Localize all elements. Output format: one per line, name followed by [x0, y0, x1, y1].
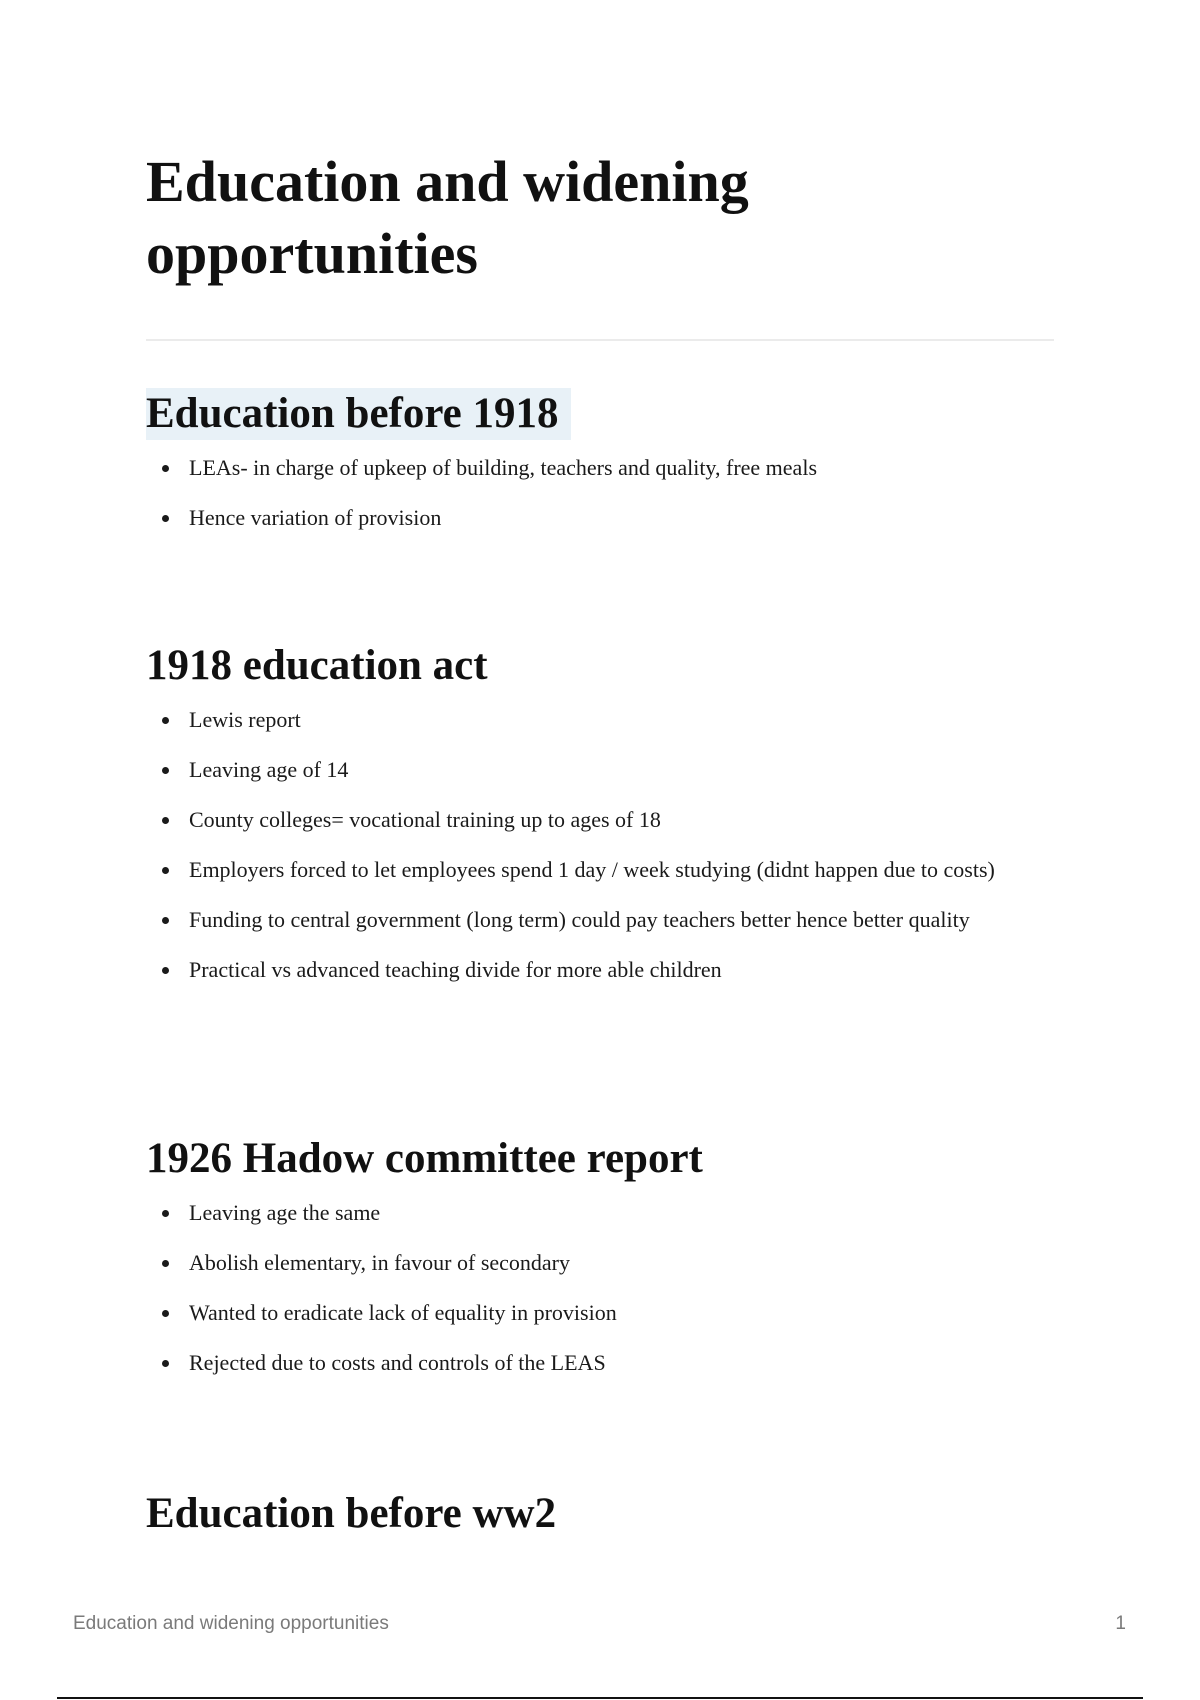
list-item-text: Employers forced to let employees spend 1 day / week studying (didnt happen due to costs) — [189, 857, 995, 882]
page-title: Education and widening opportunities — [146, 149, 749, 286]
list-item — [146, 450, 1066, 486]
list-item — [146, 752, 1066, 788]
bullet-list — [146, 702, 1066, 988]
bullet-icon — [162, 1360, 169, 1367]
list-item-text: Leaving age of 14 — [189, 757, 349, 782]
list-item — [146, 852, 1066, 888]
bullet-icon — [162, 767, 169, 774]
list-item — [146, 702, 1066, 738]
list-item — [146, 500, 1066, 536]
list-item-text: Wanted to eradicate lack of equality in provision — [189, 1300, 617, 1325]
section-1926-hadow-committee-report — [146, 1133, 1066, 1395]
list-item-text: County colleges= vocational training up to ages of 18 — [189, 807, 661, 832]
list-item — [146, 1295, 1066, 1331]
title-divider — [146, 339, 1054, 341]
list-item — [146, 952, 1066, 988]
section-1918-education-act — [146, 640, 1066, 1002]
bullet-icon — [162, 515, 169, 522]
bullet-icon — [162, 717, 169, 724]
list-item — [146, 1195, 1066, 1231]
section-heading: 1918 education act — [146, 642, 488, 689]
bullet-list — [146, 1195, 1066, 1381]
section-heading: Education before ww2 — [146, 1490, 557, 1537]
footer-title: Education and widening opportunities — [73, 1613, 389, 1634]
bullet-icon — [162, 1260, 169, 1267]
list-item-text: Lewis report — [189, 707, 301, 732]
list-item — [146, 802, 1066, 838]
list-item — [146, 1245, 1066, 1281]
footer-page-number: 1 — [1115, 1613, 1126, 1634]
bullet-icon — [162, 817, 169, 824]
list-item-text: Leaving age the same — [189, 1200, 381, 1225]
section-heading: 1926 Hadow committee report — [146, 1135, 703, 1182]
list-item-text: Hence variation of provision — [189, 505, 442, 530]
bullet-icon — [162, 867, 169, 874]
list-item-text: Rejected due to costs and controls of the LEAS — [189, 1350, 606, 1375]
list-item-text: Funding to central government (long term) could pay teachers better hence better quality — [189, 907, 970, 932]
bullet-icon — [162, 1210, 169, 1217]
list-item-text: LEAs- in charge of upkeep of building, teachers and quality, free meals — [189, 455, 817, 480]
bullet-icon — [162, 917, 169, 924]
bullet-icon — [162, 967, 169, 974]
list-item — [146, 1345, 1066, 1381]
bullet-list — [146, 450, 1066, 536]
section-heading: Education before 1918 — [146, 388, 571, 440]
list-item-text: Practical vs advanced teaching divide for more able children — [189, 957, 722, 982]
bullet-icon — [162, 465, 169, 472]
section-education-before-ww2 — [146, 1488, 1066, 1540]
section-education-before-1918 — [146, 388, 1066, 550]
list-item-text: Abolish elementary, in favour of secondary — [189, 1250, 571, 1275]
list-item — [146, 902, 1066, 938]
footer-rule — [57, 1697, 1143, 1699]
bullet-icon — [162, 1310, 169, 1317]
